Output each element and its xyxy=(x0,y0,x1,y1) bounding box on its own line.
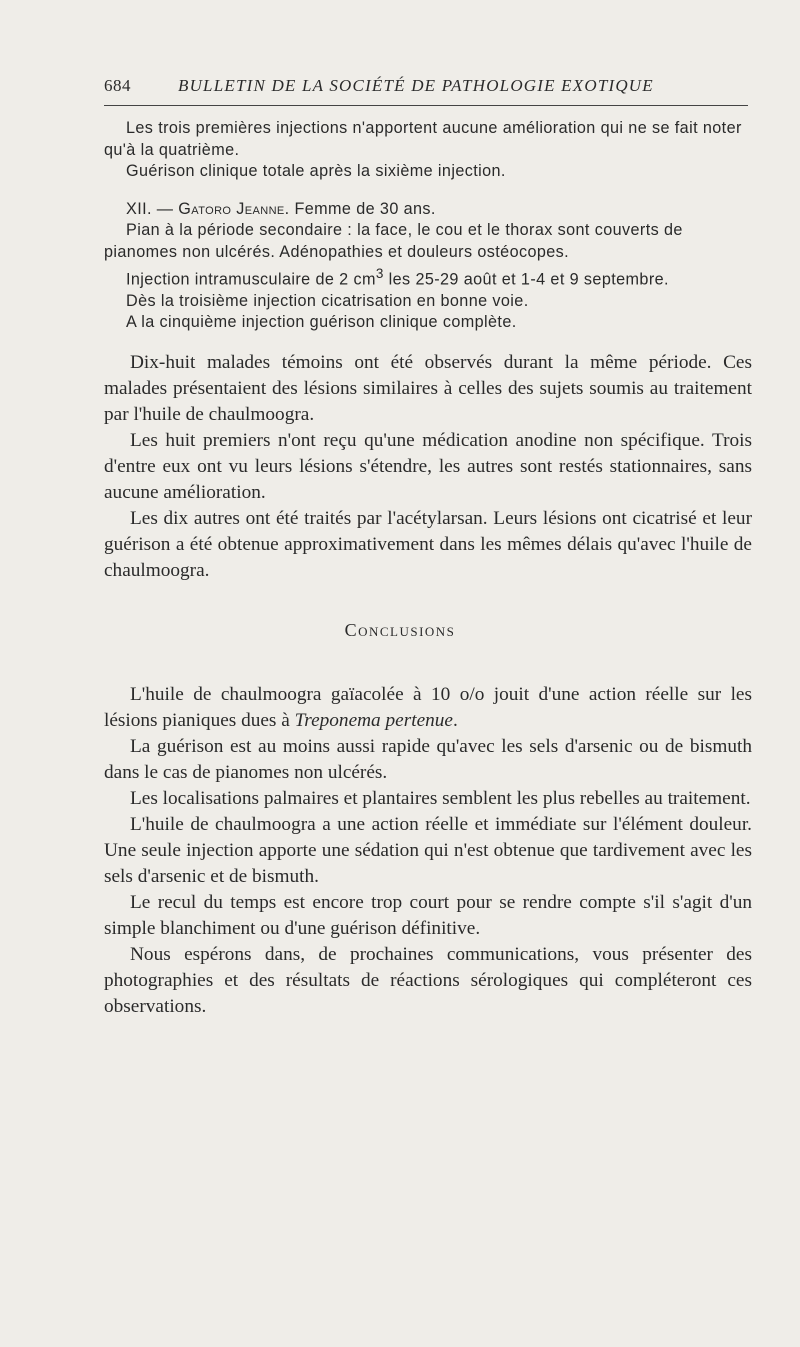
species-name: Treponema pertenue xyxy=(294,710,453,731)
line3-a: Injection intramusculaire de 2 cm xyxy=(126,270,376,289)
conclusion-paragraph-6: Nous espérons dans, de prochaines communications, vous présenter des photographies et des résultats de réactions sérologiques qui compléteront ces observations. xyxy=(104,944,752,1017)
page-header xyxy=(104,76,748,100)
main-paragraph-1: Dix-huit malades témoins ont été observés durant la même période. Ces malades présentaient des lésions similaires à celles des sujets soumis au traitement par l'huile de chaulmoogra. xyxy=(104,352,752,425)
conclusion-paragraph-4: L'huile de chaulmoogra a une action réelle et immédiate sur l'élément douleur. Une seule injection apporte une sédation qui n'est obtenue que tardivement avec les sels d'arsenic et de bismuth. xyxy=(104,814,752,887)
conclusion-paragraph-5: Le recul du temps est encore trop court pour se rendre compte s'il s'agit d'un simple blanchiment ou d'une guérison définitive. xyxy=(104,892,752,939)
case-notes xyxy=(104,118,754,334)
case-end-line1: Les trois premières injections n'apportent aucune amélioration qui ne se fait noter qu'à la quatrième. xyxy=(104,119,742,159)
conclusion-p1-b: . xyxy=(452,710,458,731)
conclusion-paragraph-1 xyxy=(104,682,752,734)
header-rule xyxy=(104,105,748,106)
case-xii-line3 xyxy=(104,263,754,291)
spacer xyxy=(104,183,754,199)
main-paragraph-3: Les dix autres ont été traités par l'acétylarsan. Leurs lésions ont cicatrisé et leur guérison a été obtenue approximativement dans les mêmes délais qu'avec l'huile de chaulmoogra. xyxy=(104,508,752,581)
case-xii-line2: Pian à la période secondaire : la face, le cou et le thorax sont couverts de pianomes non ulcérés. Adénopathies et douleurs ostéocopes. xyxy=(104,221,683,261)
running-title: BULLETIN DE LA SOCIÉTÉ DE PATHOLOGIE EXOTIQUE xyxy=(178,76,654,95)
conclusion-paragraph-3: Les localisations palmaires et plantaires semblent les plus rebelles au traitement. xyxy=(130,788,751,809)
conclusion-p1-a: L'huile de chaulmoogra gaïacolée à 10 o/o jouit d'une action réelle sur les lésions pianiques dues à xyxy=(104,684,752,731)
conclusions-text xyxy=(104,682,752,1020)
line3-b: les 25-29 août et 1-4 et 9 septembre. xyxy=(383,270,669,289)
patient-desc: Femme de 30 ans. xyxy=(289,199,436,218)
main-paragraph-2: Les huit premiers n'ont reçu qu'une médication anodine non spécifique. Trois d'entre eux ont vu leurs lésions s'étendre, les autres sont restés stationnaires, sans aucune amélioration. xyxy=(104,430,752,503)
conclusions-heading: Conclusions xyxy=(344,620,456,640)
case-end-line2: Guérison clinique totale après la sixième injection. xyxy=(126,162,506,180)
page-number: 684 xyxy=(104,76,131,95)
patient-name: Gatoro Jeanne. xyxy=(178,199,290,218)
conclusion-paragraph-2: La guérison est au moins aussi rapide qu'avec les sels d'arsenic ou de bismuth dans le cas de pianomes non ulcérés. xyxy=(104,736,752,783)
case-number: XII. — xyxy=(126,199,179,218)
line3-sup: 3 xyxy=(375,266,384,281)
case-xii-line5: A la cinquième injection guérison clinique complète. xyxy=(126,313,517,332)
case-xii-line4: Dès la troisième injection cicatrisation en bonne voie. xyxy=(126,291,529,310)
main-text xyxy=(104,350,752,584)
case-xii-title xyxy=(104,199,754,221)
